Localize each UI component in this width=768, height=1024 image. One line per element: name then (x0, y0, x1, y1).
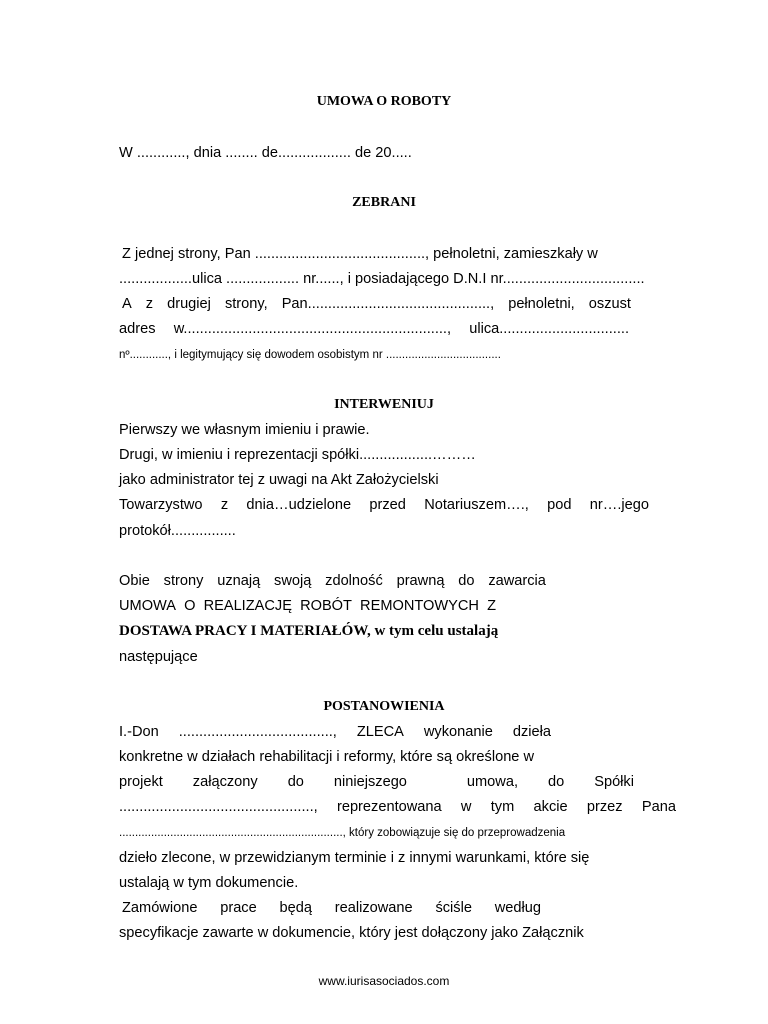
word: Spółki (594, 774, 634, 790)
word: swoją (274, 573, 312, 589)
word: strony, (224, 296, 268, 312)
word: przez (586, 799, 623, 815)
word: zdolność (325, 573, 383, 589)
word: tym (490, 799, 515, 815)
word: Zamówione (122, 900, 198, 916)
word: akcie (533, 799, 568, 815)
parties-line-2: ..................ulica .................. nr......, i posiadającego D.N.I nr................................... (119, 271, 645, 287)
provisions-line-4 (119, 798, 676, 816)
word: O (184, 598, 196, 614)
parties-line-4 (119, 320, 629, 338)
word: niniejszego (333, 774, 407, 790)
word: przed (369, 497, 406, 513)
word: UMOWA (119, 598, 177, 614)
word: Z (487, 598, 496, 614)
word: w (460, 799, 472, 815)
parties-line-1: Z jednej strony, Pan .........................................., pełnoletni, zamieszkały w (122, 246, 598, 262)
word: projekt (119, 774, 163, 790)
parties-line-5: nº............, i legitymujący się dowodem osobistym nr .................................... (119, 349, 501, 361)
word: oszust (588, 296, 631, 312)
word: REMONTOWYCH (360, 598, 479, 614)
provisions-line-8 (122, 899, 541, 917)
word: umowa, (466, 774, 519, 790)
word: nr….jego (589, 497, 649, 513)
provisions-line-9: specyfikacje zawarte w dokumencie, który jest dołączony jako Załącznik (119, 925, 584, 941)
word: strony (163, 573, 204, 589)
word: uznają (217, 573, 261, 589)
word: wykonanie (423, 724, 493, 740)
word: Towarzystwo (119, 497, 203, 513)
word: drugiej (167, 296, 211, 312)
word: realizowane (334, 900, 413, 916)
word: do (548, 774, 565, 790)
provisions-line-3 (119, 773, 634, 791)
word: reprezentowana (336, 799, 442, 815)
word: ulica................................ (469, 321, 629, 337)
word: ROBÓT (300, 598, 352, 614)
word: Notariuszem…., (424, 497, 529, 513)
word: z (220, 497, 229, 513)
document-title: UMOWA O ROBOTY (316, 94, 452, 109)
word: dzieła (512, 724, 551, 740)
word: REALIZACJĘ (203, 598, 292, 614)
word: prace (220, 900, 257, 916)
word: pełnoletni, (508, 296, 575, 312)
word: ................................................, (119, 799, 318, 815)
word: Obie (119, 573, 150, 589)
word: według (494, 900, 541, 916)
word: załączony (192, 774, 258, 790)
section-heading-zebrani: ZEBRANI (352, 195, 416, 210)
word: zawarcia (488, 573, 546, 589)
place-date-line: W ............, dnia ........ de.................. de 20..... (119, 145, 412, 161)
word: do (458, 573, 475, 589)
intervene-line-1: Pierwszy we własnym imieniu i prawie. (119, 422, 370, 438)
section-heading-postanowienia: POSTANOWIENIA (323, 699, 445, 714)
word: adres (119, 321, 156, 337)
intervene-line-2: Drugi, w imieniu i reprezentacji spółki..................……… (119, 447, 476, 463)
capacity-line-1 (119, 572, 546, 590)
word: Pana (641, 799, 676, 815)
word: ściśle (435, 900, 472, 916)
word: dnia…udzielone (246, 497, 352, 513)
intervene-line-4 (119, 496, 649, 514)
word: ......................................, (178, 724, 337, 740)
word: będą (279, 900, 312, 916)
word: Pan............................................., (281, 296, 495, 312)
capacity-line-4: następujące (119, 649, 198, 665)
word: w................................................................., (173, 321, 452, 337)
intervene-line-5: protokół................ (119, 523, 236, 539)
capacity-line-2 (119, 597, 496, 615)
word: do (287, 774, 304, 790)
section-heading-interweniuj: INTERWENIUJ (334, 397, 434, 412)
provisions-line-5: ......................................................................, który zobowiązuje się do przeprowadzenia (119, 827, 566, 839)
provisions-line-7: ustalają w tym dokumencie. (119, 875, 299, 891)
intervene-line-3: jako administrator tej z uwagi na Akt Założycielski (119, 472, 439, 488)
word: z (145, 296, 154, 312)
word: prawną (396, 573, 445, 589)
provisions-line-1 (119, 723, 551, 741)
footer-website: www.iurisasociados.com (318, 974, 450, 988)
word: I.-Don (119, 724, 159, 740)
provisions-line-6: dzieło zlecone, w przewidzianym terminie i z innymi warunkami, które się (119, 850, 590, 866)
provisions-line-2: konkretne w działach rehabilitacji i reformy, które są określone w (119, 749, 535, 765)
word: ZLECA (356, 724, 404, 740)
capacity-line-3: DOSTAWA PRACY I MATERIAŁÓW, w tym celu ustalają (119, 623, 499, 639)
word: A (122, 296, 132, 312)
parties-line-3 (122, 295, 631, 313)
word: pod (547, 497, 572, 513)
